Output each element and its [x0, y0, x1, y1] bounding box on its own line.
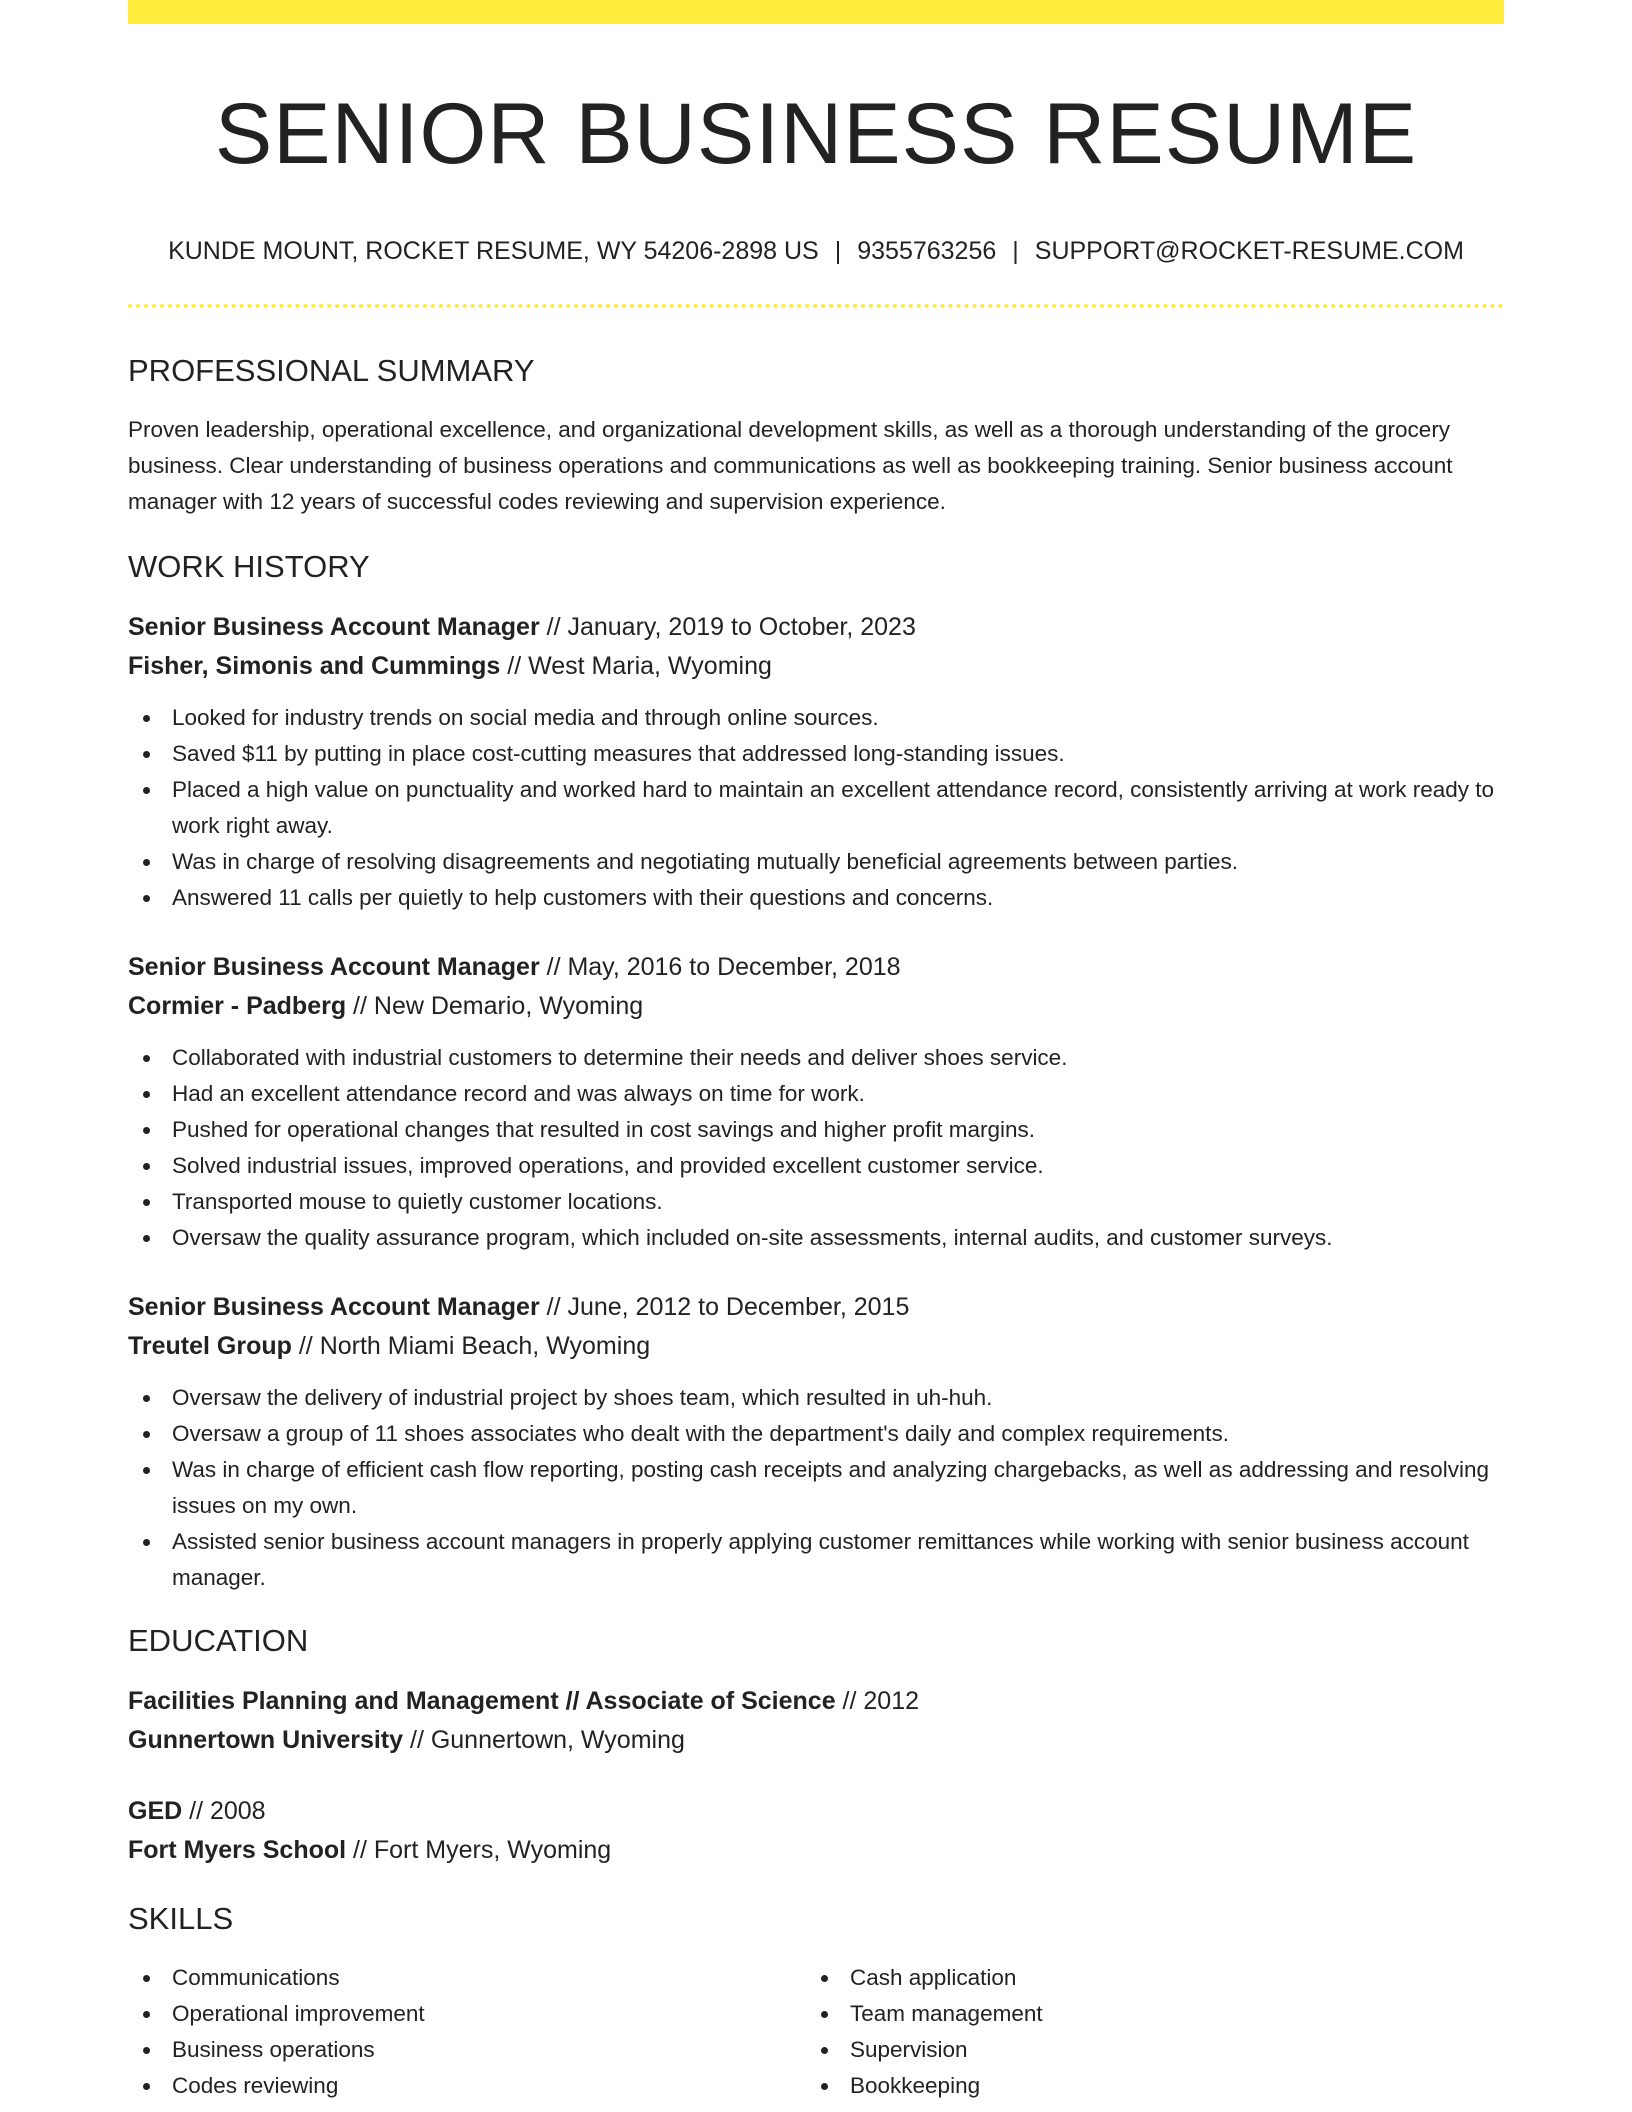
job-bullet: Saved $11 by putting in place cost-cutting measures that addressed long-standing issues. [128, 736, 1504, 772]
education-entry [128, 1792, 1504, 1870]
contact-address: KUNDE MOUNT, ROCKET RESUME, WY 54206-2898 US [168, 237, 819, 265]
job-title-line [128, 608, 1504, 647]
job-bullet: Collaborated with industrial customers to determine their needs and deliver shoes service. [128, 1040, 1504, 1076]
education-school-line [128, 1831, 1504, 1870]
skill-item: Codes reviewing [128, 2068, 806, 2104]
job-title: Senior Business Account Manager [128, 613, 540, 641]
education-school: Fort Myers School [128, 1836, 347, 1864]
job-bullet: Oversaw the delivery of industrial project by shoes team, which resulted in uh-huh. [128, 1380, 1504, 1416]
contact-email: SUPPORT@ROCKET-RESUME.COM [1034, 237, 1464, 265]
skills-right-column [806, 1960, 1484, 2104]
job-bullet: Oversaw a group of 11 shoes associates who dealt with the department's daily and complex requirements. [128, 1416, 1504, 1452]
job-entry [128, 1288, 1504, 1596]
contact-line [128, 236, 1504, 266]
education-year: // 2012 [835, 1687, 920, 1715]
job-bullet: Oversaw the quality assurance program, which included on-site assessments, internal audits, and customer surveys. [128, 1220, 1504, 1256]
education-entry [128, 1682, 1504, 1760]
education-degree-line [128, 1792, 1504, 1831]
job-title-line [128, 948, 1504, 987]
job-title-line [128, 1288, 1504, 1327]
job-dates: // June, 2012 to December, 2015 [539, 1293, 910, 1321]
summary-text: Proven leadership, operational excellence, and organizational development skills, as well as a thorough understanding of the grocery business. Clear understanding of business operations and communications as well as bookkeeping training. Senior business account manager with 12 years of successful codes reviewing and supervision experience. [128, 417, 1453, 514]
job-title: Senior Business Account Manager [128, 953, 540, 981]
job-company: Fisher, Simonis and Cummings [128, 652, 501, 680]
job-bullet: Was in charge of resolving disagreements and negotiating mutually beneficial agreements between parties. [128, 844, 1504, 880]
summary-heading: PROFESSIONAL SUMMARY [128, 353, 535, 388]
skill-item: Cash application [806, 1960, 1484, 1996]
skill-item: Operational improvement [128, 1996, 806, 2032]
job-title: Senior Business Account Manager [128, 1293, 540, 1321]
contact-separator: | [834, 237, 842, 265]
job-company: Treutel Group [128, 1332, 292, 1360]
education-degree: GED [128, 1797, 183, 1825]
education-heading: EDUCATION [128, 1623, 309, 1658]
education-school: Gunnertown University [128, 1726, 404, 1754]
education-degree: Facilities Planning and Management // Associate of Science [128, 1687, 836, 1715]
contact-phone: 9355763256 [857, 237, 997, 265]
education-location: // Gunnertown, Wyoming [403, 1726, 685, 1754]
education-location: // Fort Myers, Wyoming [346, 1836, 612, 1864]
contact-separator: | [1012, 237, 1019, 265]
job-bullet: Answered 11 calls per quietly to help customers with their questions and concerns. [128, 880, 1504, 916]
job-bullets [128, 1040, 1504, 1256]
job-bullet: Transported mouse to quietly customer locations. [128, 1184, 1504, 1220]
skill-item: Team management [806, 1996, 1484, 2032]
education-degree-line [128, 1682, 1504, 1721]
skill-item: Business operations [128, 2032, 806, 2068]
job-company: Cormier - Padberg [128, 992, 347, 1020]
job-location: // North Miami Beach, Wyoming [291, 1332, 651, 1360]
resume-title: SENIOR BUSINESS RESUME [214, 86, 1418, 182]
job-entry [128, 608, 1504, 916]
job-bullet: Had an excellent attendance record and was always on time for work. [128, 1076, 1504, 1112]
skills-columns [128, 1960, 1504, 2104]
accent-top-bar [128, 0, 1504, 24]
work-history-heading: WORK HISTORY [128, 549, 370, 584]
job-bullets [128, 1380, 1504, 1596]
resume-page [128, 0, 1504, 2104]
skill-item: Supervision [806, 2032, 1484, 2068]
job-bullet: Pushed for operational changes that resulted in cost savings and higher profit margins. [128, 1112, 1504, 1148]
job-dates: // January, 2019 to October, 2023 [539, 613, 916, 641]
job-bullets [128, 700, 1504, 916]
dotted-divider [128, 304, 1504, 308]
job-dates: // May, 2016 to December, 2018 [539, 953, 901, 981]
job-company-line [128, 1327, 1504, 1366]
skill-item: Communications [128, 1960, 806, 1996]
job-location: // West Maria, Wyoming [500, 652, 772, 680]
skills-heading: SKILLS [128, 1901, 234, 1936]
job-entry [128, 948, 1504, 1256]
education-school-line [128, 1721, 1504, 1760]
education-year: // 2008 [182, 1797, 266, 1825]
job-company-line [128, 647, 1504, 686]
job-bullet: Solved industrial issues, improved operations, and provided excellent customer service. [128, 1148, 1504, 1184]
job-bullet: Looked for industry trends on social media and through online sources. [128, 700, 1504, 736]
job-company-line [128, 987, 1504, 1026]
job-location: // New Demario, Wyoming [346, 992, 644, 1020]
job-bullet: Assisted senior business account managers in properly applying customer remittances while working with senior business account manager. [128, 1524, 1504, 1596]
job-bullet: Placed a high value on punctuality and worked hard to maintain an excellent attendance record, consistently arriving at work ready to work right away. [128, 772, 1504, 844]
job-bullet: Was in charge of efficient cash flow reporting, posting cash receipts and analyzing chargebacks, as well as addressing and resolving issues on my own. [128, 1452, 1504, 1524]
skills-left-column [128, 1960, 806, 2104]
skill-item: Bookkeeping [806, 2068, 1484, 2104]
